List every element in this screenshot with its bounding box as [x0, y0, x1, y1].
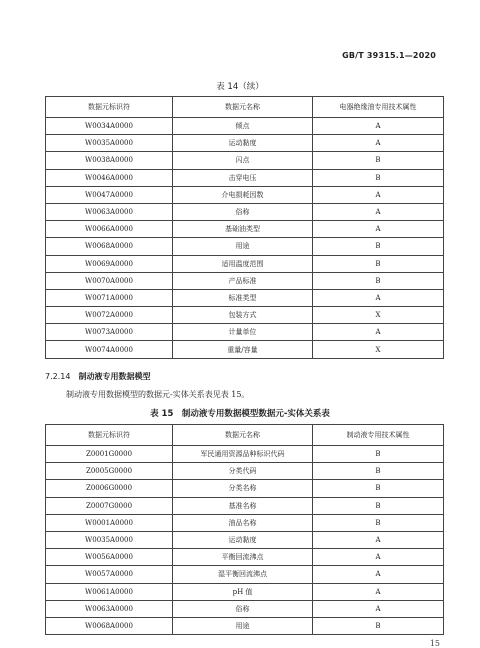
table-row [46, 186, 444, 203]
table-cell: A [313, 583, 444, 600]
column-header: 电器绝缘油专用技术属性 [313, 97, 444, 118]
table-row [46, 514, 444, 531]
section-number: 7.2.14 [45, 372, 71, 381]
table-row [46, 238, 444, 255]
table-cell: 重量/容量 [173, 341, 313, 358]
table-cell: W0047A0000 [46, 186, 173, 203]
table-row [46, 480, 444, 497]
table-header-row [46, 97, 444, 118]
table-cell: 俗称 [173, 600, 313, 617]
table-cell: A [313, 600, 444, 617]
table-row [46, 600, 444, 617]
table-cell: 湿平衡回流沸点 [173, 566, 313, 583]
table-cell: 用途 [173, 238, 313, 255]
table-row [46, 531, 444, 548]
table-row [46, 549, 444, 566]
table-cell: W0069A0000 [46, 255, 173, 272]
table-cell: 击穿电压 [173, 169, 313, 186]
table-cell: A [313, 203, 444, 220]
table-cell: 倾点 [173, 118, 313, 135]
table-cell: 油品名称 [173, 514, 313, 531]
table-row [46, 289, 444, 306]
table-cell: B [313, 514, 444, 531]
table-cell: pH 值 [173, 583, 313, 600]
table-row [46, 617, 444, 634]
table-cell: 俗称 [173, 203, 313, 220]
table-cell: 计量单位 [173, 324, 313, 341]
table-cell: W0057A0000 [46, 566, 173, 583]
table-cell: X [313, 341, 444, 358]
table-row [46, 169, 444, 186]
table-cell: W0046A0000 [46, 169, 173, 186]
table-cell: W0068A0000 [46, 617, 173, 634]
table-cell: 运动黏度 [173, 135, 313, 152]
table-cell: 用途 [173, 617, 313, 634]
table-cell: 分类名称 [173, 480, 313, 497]
table-cell: 平衡回流沸点 [173, 549, 313, 566]
table-cell: A [313, 531, 444, 548]
table-cell: 标准类型 [173, 289, 313, 306]
table-cell: A [313, 135, 444, 152]
table-cell: A [313, 289, 444, 306]
table-cell: W0063A0000 [46, 203, 173, 220]
table-14 [45, 96, 444, 359]
table-cell: B [313, 463, 444, 480]
section-paragraph: 制动液专用数据模型的数据元-实体关系表见表 15。 [66, 390, 250, 399]
table-row [46, 497, 444, 514]
column-header: 制动液专用技术属性 [313, 425, 444, 446]
table-cell: W0071A0000 [46, 289, 173, 306]
table-cell: A [313, 549, 444, 566]
table-row [46, 152, 444, 169]
table-cell: 基础油类型 [173, 221, 313, 238]
table-cell: W0072A0000 [46, 307, 173, 324]
table-cell: 闪点 [173, 152, 313, 169]
table-cell: B [313, 169, 444, 186]
table-cell: W0035A0000 [46, 531, 173, 548]
table-cell: X [313, 307, 444, 324]
table-cell: A [313, 324, 444, 341]
table-cell: Z0005G0000 [46, 463, 173, 480]
table-row [46, 566, 444, 583]
column-header: 数据元标识符 [46, 97, 173, 118]
section-title: 制动液专用数据模型 [78, 372, 151, 381]
table-cell: A [313, 566, 444, 583]
table-cell: W0038A0000 [46, 152, 173, 169]
column-header: 数据元名称 [173, 97, 313, 118]
table-row [46, 135, 444, 152]
table-cell: B [313, 272, 444, 289]
page-number: 15 [429, 639, 440, 648]
table-cell: 分类代码 [173, 463, 313, 480]
table-cell: W0074A0000 [46, 341, 173, 358]
table-cell: W0061A0000 [46, 583, 173, 600]
table-cell: B [313, 617, 444, 634]
table-header-row [46, 425, 444, 446]
table-cell: 包装方式 [173, 307, 313, 324]
table-cell: A [313, 118, 444, 135]
table-row [46, 341, 444, 358]
table-cell: B [313, 497, 444, 514]
section-heading [45, 371, 150, 382]
table-cell: A [313, 186, 444, 203]
table-cell: B [313, 255, 444, 272]
table-cell: W0073A0000 [46, 324, 173, 341]
column-header: 数据元名称 [173, 425, 313, 446]
standard-code-header: GB/T 39315.1—2020 [342, 51, 436, 60]
table-row [46, 272, 444, 289]
table-row [46, 221, 444, 238]
table-cell: W0066A0000 [46, 221, 173, 238]
table-row [46, 583, 444, 600]
table-row [46, 463, 444, 480]
table-cell: 基准名称 [173, 497, 313, 514]
table-row [46, 118, 444, 135]
table-row [46, 307, 444, 324]
table-row [46, 203, 444, 220]
table-14-title: 表 14（续） [216, 82, 264, 92]
table-cell: A [313, 221, 444, 238]
table-cell: B [313, 238, 444, 255]
table-cell: W0035A0000 [46, 135, 173, 152]
table-cell: W0056A0000 [46, 549, 173, 566]
table-cell: W0068A0000 [46, 238, 173, 255]
table-cell: Z0007G0000 [46, 497, 173, 514]
column-header: 数据元标识符 [46, 425, 173, 446]
table-row [46, 446, 444, 463]
table-cell: B [313, 480, 444, 497]
table-15 [45, 424, 444, 635]
table-cell: 产品标准 [173, 272, 313, 289]
table-cell: W0001A0000 [46, 514, 173, 531]
table-cell: W0063A0000 [46, 600, 173, 617]
table-cell: B [313, 446, 444, 463]
table-cell: Z0006G0000 [46, 480, 173, 497]
table-row [46, 255, 444, 272]
table-cell: W0070A0000 [46, 272, 173, 289]
table-cell: 运动黏度 [173, 531, 313, 548]
table-row [46, 324, 444, 341]
table-cell: 介电损耗因数 [173, 186, 313, 203]
table-cell: W0034A0000 [46, 118, 173, 135]
table-cell: 军民通用资源品种标识代码 [173, 446, 313, 463]
table-cell: B [313, 152, 444, 169]
table-cell: 适用温度范围 [173, 255, 313, 272]
table-15-title: 表 15 制动液专用数据模型数据元-实体关系表 [150, 409, 330, 419]
table-cell: Z0001G0000 [46, 446, 173, 463]
